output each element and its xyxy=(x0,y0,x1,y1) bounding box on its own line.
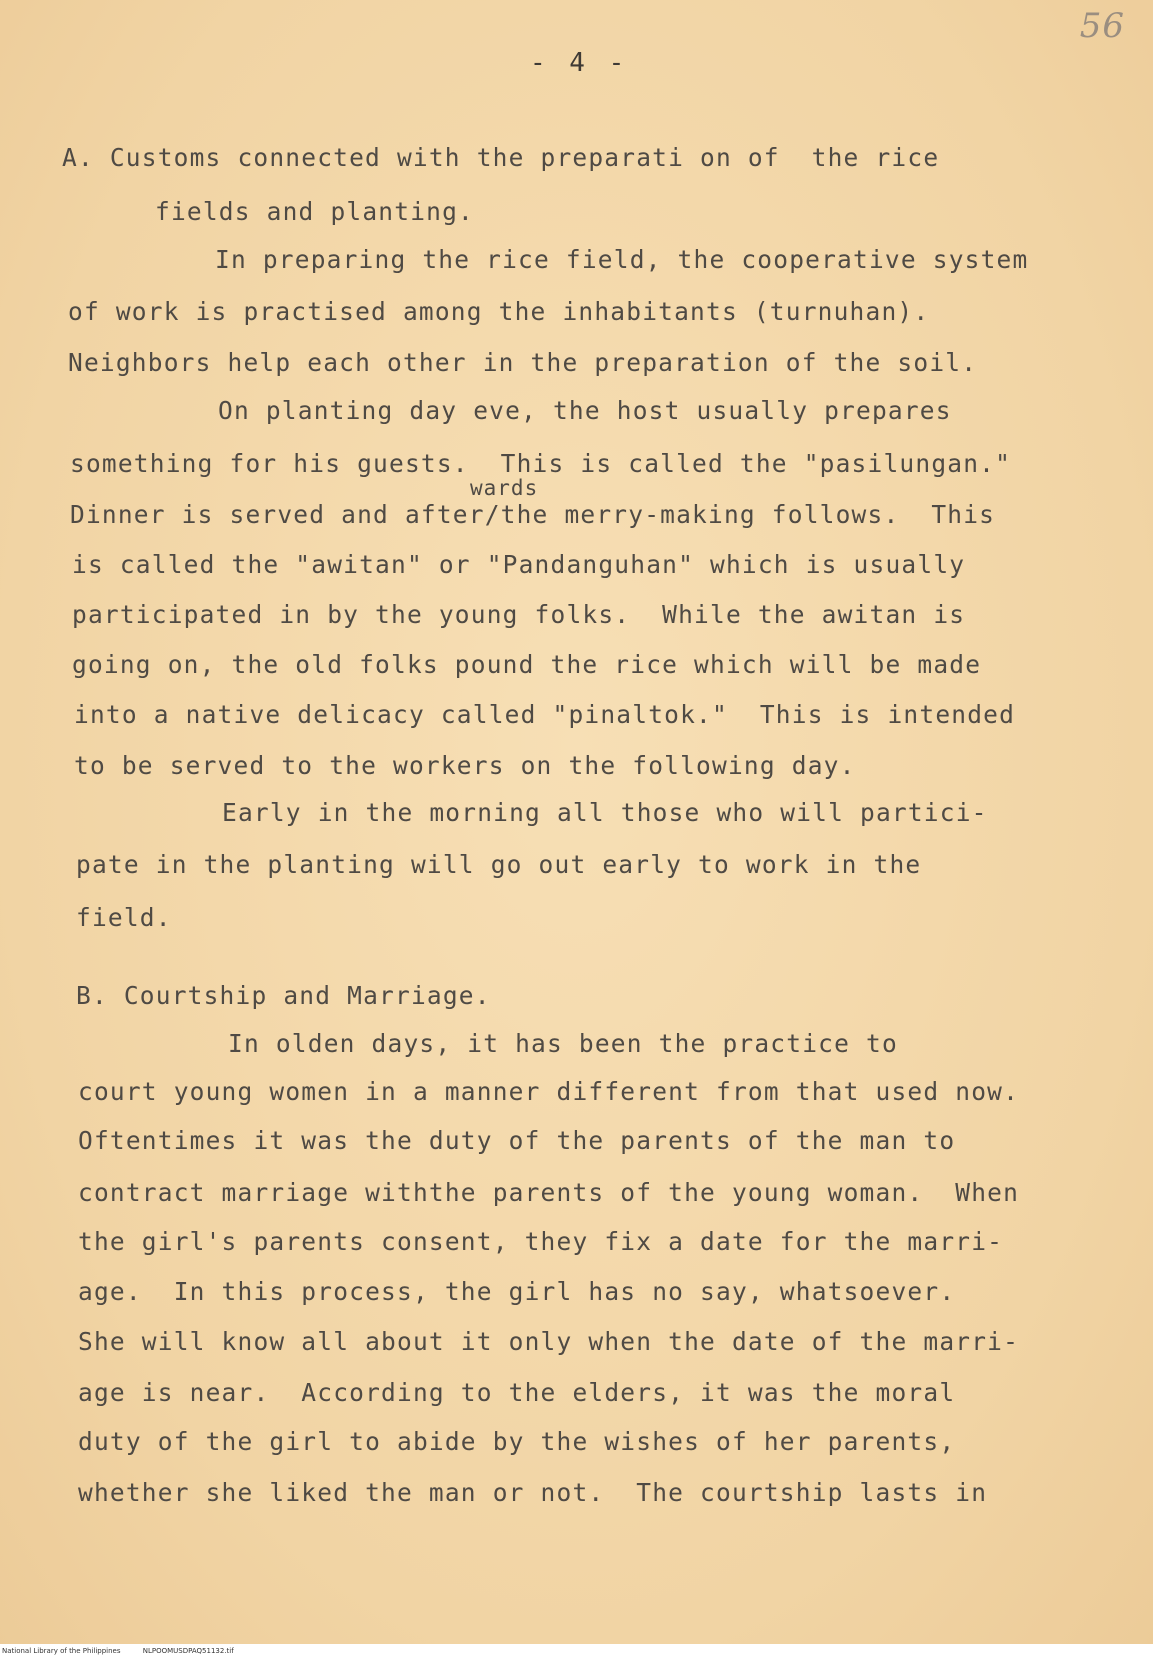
text-line: Early in the morning all those who will partici- xyxy=(222,798,988,827)
text-line: duty of the girl to abide by the wishes of her parents, xyxy=(78,1427,956,1456)
text-line: participated in by the young folks. While the awitan is xyxy=(72,600,966,629)
text-line: fields and planting. xyxy=(155,197,475,226)
text-line: the girl's parents consent, they fix a date for the marri- xyxy=(78,1227,1004,1256)
text-line: whether she liked the man or not. The courtship lasts in xyxy=(78,1478,988,1507)
text-line: A. Customs connected with the preparati on of the rice xyxy=(62,143,940,172)
text-line: court young women in a manner different from that used now. xyxy=(78,1077,1020,1106)
section-heading: B. Courtship and Marriage. xyxy=(76,981,491,1010)
text-line: something for his guests. This is called the "pasilungan." xyxy=(70,449,1012,478)
text-line: In preparing the rice field, the cooperative system xyxy=(215,245,1029,274)
footer-filename: NLPOOMUSDPAQ51132.tif xyxy=(142,1647,234,1655)
text-line: She will know all about it only when the date of the marri- xyxy=(78,1327,1020,1356)
text-line: pate in the planting will go out early to work in the xyxy=(76,850,922,879)
text-line: field. xyxy=(76,903,172,932)
footer-institution: National Library of the Philippines xyxy=(2,1647,121,1655)
handwritten-insertion: wards xyxy=(470,476,539,500)
text-line: age. In this process, the girl has no say, whatsoever. xyxy=(78,1277,956,1306)
scan-footer xyxy=(0,1644,1153,1658)
text-line: going on, the old folks pound the rice which will be made xyxy=(72,650,982,679)
text-line: age is near. According to the elders, it was the moral xyxy=(78,1378,956,1407)
text-line: Neighbors help each other in the preparation of the soil. xyxy=(68,348,978,377)
text-line: is called the "awitan" or "Pandanguhan" which is usually xyxy=(72,550,966,579)
page-number: - 4 - xyxy=(530,48,629,78)
text-line: to be served to the workers on the following day. xyxy=(74,751,856,780)
text-line: into a native delicacy called "pinaltok." This is intended xyxy=(74,700,1016,729)
text-line: Oftentimes it was the duty of the parents of the man to xyxy=(78,1126,956,1155)
text-line: contract marriage withthe parents of the young woman. When xyxy=(78,1178,1020,1207)
text-line: On planting day eve, the host usually prepares xyxy=(218,396,952,425)
text-line: In olden days, it has been the practice to xyxy=(228,1029,898,1058)
text-line: of work is practised among the inhabitants (turnuhan). xyxy=(68,297,930,326)
folio-number: 56 xyxy=(1079,6,1125,46)
text-line: Dinner is served and after/the merry-making follows. This xyxy=(70,500,996,529)
